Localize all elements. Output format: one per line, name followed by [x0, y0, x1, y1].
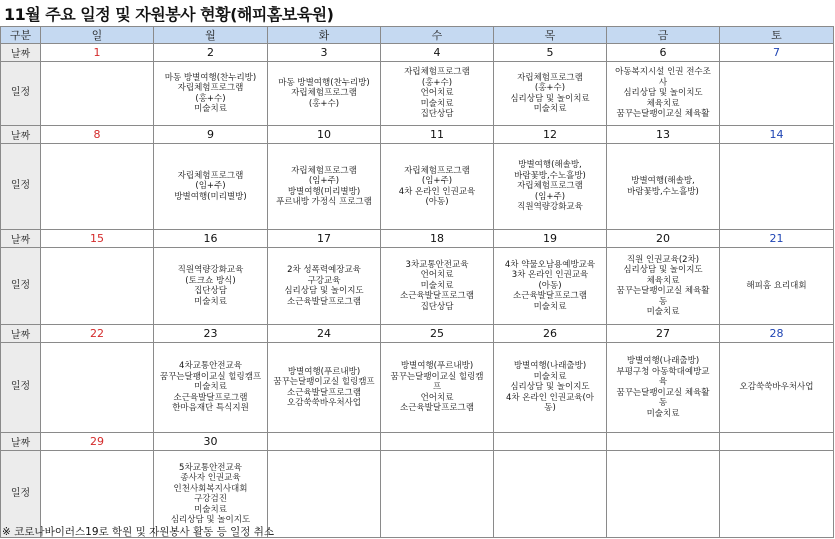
footnote: ※ 코로나바이러스19로 학원 및 자원봉사 활동 등 일정 취소: [2, 526, 275, 538]
header-wed: 수: [381, 27, 494, 44]
day-number: 4: [381, 44, 494, 62]
schedule-row: [1, 62, 834, 126]
day-number: 12: [494, 126, 607, 144]
schedule-entry: 바람꽃방,수노흘방): [514, 170, 586, 181]
header-sat: 토: [720, 27, 834, 44]
schedule-entry: 자립체험프로그램: [177, 83, 244, 93]
schedule-entry: (임+주): [195, 181, 226, 192]
day-schedule-cell: [154, 62, 268, 126]
schedule-entry: 방별여행(미리별방): [287, 186, 361, 197]
day-schedule-cell: [154, 144, 268, 230]
schedule-entry: 미술치료: [194, 382, 227, 393]
schedule-entry: 동: [658, 398, 668, 408]
day-number: 30: [154, 433, 268, 451]
schedule-entry: 집단상담: [420, 109, 454, 120]
day-schedule-cell: [154, 343, 268, 433]
day-schedule-cell: [720, 144, 834, 230]
schedule-entry: 직원 인권교육(2차): [626, 254, 700, 265]
schedule-row: [1, 144, 834, 230]
day-number: 2: [154, 44, 268, 62]
schedule-entry: 미술치료: [533, 104, 567, 114]
header-category: 구분: [1, 27, 41, 44]
schedule-row-label: 일정: [1, 451, 41, 538]
day-schedule-cell: [381, 451, 494, 538]
schedule-entry: 미술치료: [194, 504, 227, 515]
schedule-entry: 구강검진: [194, 494, 227, 504]
day-schedule-cell: [381, 62, 494, 126]
day-schedule-cell: [494, 248, 607, 325]
schedule-entry: (임+주): [421, 176, 453, 186]
schedule-entry: 바람꽃방,수노흘방): [627, 186, 699, 197]
schedule-entry: 방별여행(해솔방,: [631, 176, 695, 186]
date-row-label: 날짜: [1, 230, 41, 248]
day-schedule-cell: [154, 248, 268, 325]
schedule-entry: 동: [658, 296, 668, 307]
schedule-entry: 동): [544, 403, 556, 414]
schedule-entry: 프: [432, 382, 442, 393]
day-schedule-cell: [720, 62, 834, 126]
schedule-entry: (홍+수): [421, 77, 453, 88]
schedule-entry: 언어치료: [420, 88, 454, 99]
schedule-entry: 꿈꾸는달팽이교실 체육활: [616, 387, 710, 398]
schedule-entry: (임+주): [534, 191, 566, 202]
schedule-row: [1, 248, 834, 325]
day-schedule-cell: [720, 451, 834, 538]
schedule-entry: (홍+수): [308, 98, 340, 109]
day-schedule-cell: [720, 248, 834, 325]
day-schedule-cell: [268, 248, 381, 325]
day-number: 18: [381, 230, 494, 248]
schedule-entry: 심리상담 및 놀이치도: [623, 88, 703, 99]
schedule-entry: 소근육발달프로그램: [173, 392, 248, 403]
day-number: 13: [607, 126, 720, 144]
schedule-entry: 마동 방별여행(찬누리방): [278, 77, 370, 88]
schedule-row-label: 일정: [1, 144, 41, 230]
day-schedule-cell: [494, 451, 607, 538]
schedule-entry: (아동): [425, 197, 449, 207]
day-number: 28: [720, 325, 834, 343]
day-number: 21: [720, 230, 834, 248]
schedule-entry: 4차 약물오남용예방교육: [504, 259, 596, 270]
day-schedule-cell: [268, 62, 381, 126]
day-schedule-cell: [607, 343, 720, 433]
schedule-entry: 자립체험프로그램: [291, 165, 357, 176]
schedule-table: [0, 26, 834, 538]
schedule-entry: 해피홈 요리대회: [746, 280, 807, 291]
day-number: 15: [41, 230, 154, 248]
schedule-entry: (홍+수): [534, 83, 566, 93]
schedule-entry: 인천사회복지사대회: [173, 483, 248, 494]
schedule-entry: (임+주): [308, 176, 340, 186]
schedule-row-label: 일정: [1, 343, 41, 433]
day-schedule-cell: [381, 343, 494, 433]
schedule-entry: 직원역량강화교육: [177, 265, 244, 275]
day-number: 24: [268, 325, 381, 343]
day-number: 8: [41, 126, 154, 144]
schedule-entry: 자립체험프로그램: [404, 165, 470, 176]
date-row: [1, 126, 834, 144]
day-number: 26: [494, 325, 607, 343]
schedule-entry: 4차 온라인 인권교육(아: [505, 392, 595, 403]
schedule-entry: 자립체험프로그램: [404, 67, 470, 78]
day-number: 29: [41, 433, 154, 451]
header-sun: 일: [41, 27, 154, 44]
schedule-entry: 꿈꾸는달팽이교실 힐링캠프: [273, 377, 375, 387]
day-number: 25: [381, 325, 494, 343]
day-number: 5: [494, 44, 607, 62]
day-number: 1: [41, 44, 154, 62]
page-title: 11월 주요 일정 및 자원봉사 현황(해피홈보육원): [4, 5, 334, 24]
schedule-entry: 육: [658, 377, 668, 387]
day-schedule-cell: [268, 451, 381, 538]
schedule-entry: 5차교통안전교육: [179, 462, 242, 473]
day-schedule-cell: [41, 62, 154, 126]
schedule-entry: 집단상담: [420, 301, 454, 312]
schedule-entry: 심리상담 및 놀이지도: [623, 265, 703, 275]
day-schedule-cell: [494, 343, 607, 433]
day-number: 27: [607, 325, 720, 343]
schedule-entry: 집단상담: [194, 286, 227, 296]
schedule-entry: 심리상담 및 놀이치료: [510, 93, 590, 104]
day-schedule-cell: [607, 248, 720, 325]
schedule-entry: 부평구청 아동학대예방교: [616, 366, 710, 377]
schedule-entry: 심리상담 및 놀이지도: [510, 382, 590, 393]
schedule-row-label: 일정: [1, 248, 41, 325]
schedule-entry: 소근육발달프로그램: [400, 291, 474, 302]
date-row: [1, 325, 834, 343]
day-schedule-cell: [607, 451, 720, 538]
header-thu: 목: [494, 27, 607, 44]
schedule-entry: 방별여행(푸르내방): [287, 366, 361, 377]
date-row-label: 날짜: [1, 433, 41, 451]
schedule-entry: 오감쑥쑥바우처사업: [287, 398, 361, 408]
schedule-row: [1, 343, 834, 433]
schedule-entry: 소근육발달프로그램: [400, 403, 474, 414]
schedule-entry: 직원역량강화교육: [517, 202, 583, 213]
schedule-entry: 소근육발달프로그램: [513, 291, 587, 302]
day-schedule-cell: [720, 343, 834, 433]
date-row: [1, 230, 834, 248]
schedule-entry: 오감쑥쑥바우처사업: [739, 382, 814, 393]
schedule-entry: 소근육발달프로그램: [287, 387, 361, 398]
header-mon: 월: [154, 27, 268, 44]
day-number: [268, 433, 381, 451]
schedule-entry: 자립체험프로그램: [291, 88, 357, 99]
schedule-entry: 자립체험프로그램: [517, 72, 583, 83]
date-row-label: 날짜: [1, 325, 41, 343]
day-number: [494, 433, 607, 451]
schedule-entry: 꿈꾸는달팽이교실 체육활: [616, 109, 710, 120]
day-number: 22: [41, 325, 154, 343]
schedule-entry: 한마음재단 특식지원: [172, 403, 249, 414]
day-schedule-cell: [268, 144, 381, 230]
day-number: [607, 433, 720, 451]
schedule-entry: 미술치료: [646, 408, 680, 419]
day-schedule-cell: [494, 144, 607, 230]
day-schedule-cell: [381, 248, 494, 325]
schedule-entry: 심리상담 및 놀이지도: [170, 515, 251, 525]
schedule-entry: 미술치료: [533, 371, 567, 382]
day-schedule-cell: [381, 144, 494, 230]
schedule-entry: 미술치료: [194, 104, 227, 114]
day-number: [381, 433, 494, 451]
schedule-entry: 방별여행(나래출방): [626, 356, 700, 366]
header-fri: 금: [607, 27, 720, 44]
schedule-entry: 언어치료: [420, 270, 454, 281]
schedule-entry: 구강교육: [307, 275, 341, 286]
schedule-entry: 아동복지시설 인권 전수조: [615, 67, 711, 78]
schedule-entry: 미술치료: [420, 280, 454, 291]
day-schedule-cell: [41, 343, 154, 433]
schedule-entry: (홍+수): [195, 93, 226, 104]
schedule-entry: 언어치료: [420, 392, 454, 403]
schedule-entry: 꿈꾸는달팽이교실 힐링캠: [390, 371, 484, 382]
day-number: 20: [607, 230, 720, 248]
day-number: 3: [268, 44, 381, 62]
schedule-entry: 꿈꾸는달팽이교실 체육활: [616, 286, 710, 296]
schedule-entry: 방별여행(미리별방): [174, 191, 247, 202]
schedule-entry: 마동 방별여행(찬누리방): [164, 72, 257, 83]
schedule-row-label: 일정: [1, 62, 41, 126]
schedule-entry: (토크쇼 방식): [185, 275, 236, 286]
schedule-entry: 3차교통안전교육: [405, 259, 469, 270]
schedule-entry: 방별여행(해솔방,: [518, 160, 582, 171]
schedule-entry: 푸르내방 가정식 프로그램: [276, 197, 372, 207]
schedule-entry: 자립체험프로그램: [177, 170, 244, 181]
day-number: 17: [268, 230, 381, 248]
day-number: 10: [268, 126, 381, 144]
schedule-entry: 자립체험프로그램: [517, 181, 583, 192]
schedule-entry: 심리상담 및 놀이지도: [284, 286, 364, 296]
day-schedule-cell: [607, 144, 720, 230]
day-number: 9: [154, 126, 268, 144]
day-number: [720, 433, 834, 451]
schedule-entry: (아동): [538, 280, 562, 291]
day-schedule-cell: [494, 62, 607, 126]
date-row-label: 날짜: [1, 44, 41, 62]
schedule-entry: 미술치료: [420, 98, 454, 109]
weekday-header-row: [1, 27, 834, 44]
day-schedule-cell: [41, 248, 154, 325]
schedule-entry: 꿈꾸는달팽이교실 힐링캠프: [159, 371, 262, 382]
date-row: [1, 44, 834, 62]
schedule-entry: 미술치료: [646, 307, 680, 317]
day-schedule-cell: [41, 144, 154, 230]
schedule-entry: 2차 성폭력예장교육: [287, 265, 361, 275]
day-number: 14: [720, 126, 834, 144]
header-tue: 화: [268, 27, 381, 44]
schedule-entry: 종사자 인권교육: [180, 473, 241, 483]
schedule-entry: 3차 온라인 인권교육: [511, 270, 589, 281]
schedule-entry: 방별여행(나래출방): [513, 361, 587, 372]
schedule-entry: 방별여행(푸르내방): [400, 361, 474, 372]
day-number: 19: [494, 230, 607, 248]
schedule-entry: 사: [658, 77, 668, 88]
date-row: [1, 433, 834, 451]
date-row-label: 날짜: [1, 126, 41, 144]
schedule-entry: 체육치료: [646, 98, 680, 109]
day-number: 7: [720, 44, 834, 62]
schedule-entry: 소근육발달프로그램: [287, 296, 361, 307]
schedule-entry: 체육치료: [646, 275, 680, 286]
day-schedule-cell: [268, 343, 381, 433]
day-number: 16: [154, 230, 268, 248]
day-schedule-cell: [607, 62, 720, 126]
day-number: 23: [154, 325, 268, 343]
schedule-entry: 미술치료: [194, 296, 227, 307]
day-number: 11: [381, 126, 494, 144]
day-number: 6: [607, 44, 720, 62]
schedule-entry: 4차 온라인 인권교육: [398, 186, 476, 197]
schedule-entry: 미술치료: [533, 301, 567, 312]
schedule-entry: 4차교통안전교육: [179, 361, 242, 372]
